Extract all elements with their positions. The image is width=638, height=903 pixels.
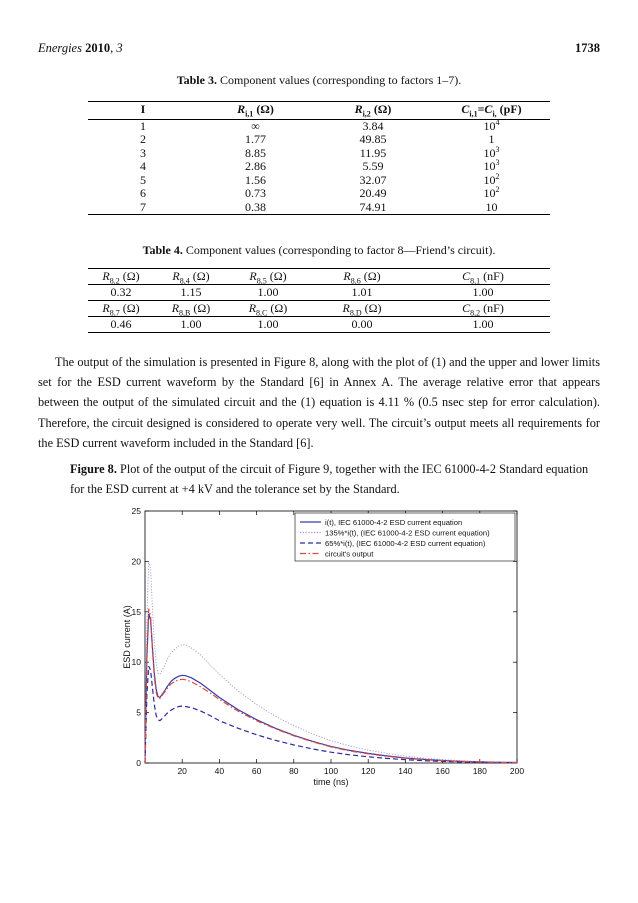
table4-cell: 1.00 — [228, 285, 308, 301]
legend-label-3: circuit's output — [325, 549, 374, 559]
table3-col-header: $R_{i,1}$ (Ω) — [198, 102, 313, 120]
y-tick-label: 5 — [136, 707, 141, 718]
table3-cell: 1 — [488, 132, 495, 146]
x-tick-label: 180 — [472, 766, 487, 776]
x-axis-label: time (ns) — [313, 777, 349, 787]
table4-col-header: $R_{8,5}$ (Ω) — [228, 269, 308, 285]
running-header-journal — [38, 41, 123, 56]
table4-cell: 0.00 — [351, 316, 373, 331]
table4-col-header: $R_{8,2}$ (Ω) — [88, 269, 154, 285]
table4-header-row-2 — [88, 301, 550, 317]
table4-header-row-1 — [88, 269, 550, 285]
table3-caption-text: Component values (corresponding to factors 1–7). — [216, 73, 462, 87]
table3-cell: 1 — [140, 118, 146, 133]
table4-cell: 1.00 — [257, 316, 279, 331]
table3-col-header: $R_{i,2}$ (Ω) — [313, 102, 433, 120]
table3-cell: 1.77 — [245, 132, 266, 146]
table3-cell: 2 — [140, 132, 146, 146]
y-tick-label: 15 — [131, 606, 141, 617]
x-tick-label: 40 — [214, 766, 225, 776]
table4-col-header: $R_{8,7}$ (Ω) — [88, 301, 154, 317]
table4-label: Table 4. — [142, 243, 183, 257]
table3-cell: $10^2$ — [483, 171, 500, 187]
table4-row-1 — [88, 285, 550, 301]
table3-cell: 3.84 — [362, 118, 384, 133]
legend-label-0: i(t), IEC 61000-4-2 ESD current equation — [325, 518, 463, 527]
table3-cell: ∞ — [251, 118, 260, 133]
table4-cell: 1.00 — [180, 316, 202, 331]
table3-cell: 8.85 — [245, 145, 266, 160]
table4-col-header: $R_{8,4}$ (Ω) — [154, 269, 228, 285]
table4-col-header: $R_{8,C}$ (Ω) — [228, 301, 308, 317]
table4-col-header: $C_{8,2}$ (nF) — [416, 301, 550, 317]
x-tick-label: 200 — [509, 766, 525, 776]
y-axis-label: ESD current (A) — [122, 605, 132, 669]
table3-cell: 4 — [140, 159, 146, 173]
y-tick-label: 10 — [131, 657, 141, 668]
figure8-caption — [70, 459, 590, 499]
table3-cell: 11.95 — [359, 145, 387, 160]
x-tick-label: 120 — [361, 766, 376, 776]
table3-row — [88, 174, 550, 188]
legend-label-2: 65%*i(t), (IEC 61000-4-2 ESD current equation) — [325, 539, 486, 548]
table4-row-2 — [88, 317, 550, 333]
table4-cell: 1.15 — [154, 285, 228, 301]
figure8-chart — [100, 500, 540, 792]
table4-cell: 1.01 — [308, 285, 416, 301]
table3-row — [88, 119, 550, 133]
table3-cell: 0.73 — [245, 186, 266, 200]
journal-year: 2010 — [85, 41, 111, 55]
x-tick-label: 20 — [177, 766, 187, 776]
table4-cell: 1.00 — [416, 285, 550, 301]
table3-cell: 2.86 — [245, 159, 266, 173]
table3-row — [88, 147, 550, 161]
table3-header-row — [88, 102, 550, 120]
x-tick-label: 80 — [289, 766, 299, 776]
table3-cell: $10^2$ — [483, 185, 500, 200]
table4-col-header: $R_{8,6}$ (Ω) — [308, 269, 416, 285]
table3-cell: 1.56 — [245, 172, 266, 187]
table3-row — [88, 201, 550, 215]
y-tick-label: 0 — [136, 758, 141, 768]
table3-row — [88, 160, 550, 174]
table3-cell: 5.59 — [362, 159, 384, 173]
y-tick-label: 20 — [131, 556, 141, 567]
table3-cell: $10^4$ — [483, 117, 500, 133]
body-paragraph-text: The output of the simulation is presented in Figure 8, along with the plot of (1) and the upper and lower limits set for the ESD current waveform by the Standard [6] in Annex A. The average relative error that appears between the output of the simulated circuit and the (1) equation is 4.11 % (0.5 nsec step for error calculation). Therefore, the circuit designed is considered to operate very well. The circuit’s output meets all requirements for the ESD current waveform included in the Standard [6]. — [38, 355, 600, 450]
table3-cell: $10^3$ — [483, 144, 500, 160]
table4-col-header: $R_{8,D}$ (Ω) — [308, 301, 416, 317]
table4-caption-text: Component values (corresponding to factor 8—Friend’s circuit). — [182, 243, 496, 257]
figure8-caption-text: Plot of the output of the circuit of Figure 9, together with the IEC 61000-4-2 Standard equation for the ESD current at +4 kV and the tolerance set by the Standard. — [70, 462, 589, 496]
table3-cell: 49.85 — [359, 132, 387, 146]
table3-col-header: I — [88, 102, 198, 120]
table3-row — [88, 187, 550, 201]
x-tick-label: 160 — [435, 766, 450, 776]
page-number: 1738 — [575, 41, 600, 55]
figure8-label: Figure 8. — [70, 462, 117, 476]
table3-cell: 74.91 — [359, 199, 387, 214]
x-tick-label: 60 — [251, 766, 262, 776]
table4-col-header: $C_{8,1}$ (nF) — [416, 269, 550, 285]
body-paragraph — [38, 352, 600, 453]
table3-cell: 10 — [485, 199, 498, 214]
table4-cell: 0.46 — [110, 316, 132, 331]
table4-caption — [0, 243, 638, 258]
table3-caption — [0, 73, 638, 88]
table3-row — [88, 133, 550, 147]
journal-volume: , 3 — [110, 41, 123, 55]
journal-name: Energies — [38, 41, 82, 55]
y-tick-label: 25 — [131, 506, 141, 516]
table4-cell: 0.32 — [88, 285, 154, 301]
table3-cell: 32.07 — [359, 172, 387, 187]
table4-col-header: $R_{8,B}$ (Ω) — [154, 301, 228, 317]
table3 — [88, 101, 550, 215]
table4-cell: 1.00 — [472, 316, 494, 331]
table3-cell: 0.38 — [245, 199, 266, 214]
table3-cell: 7 — [140, 199, 146, 214]
table3-cell: 20.49 — [359, 186, 387, 200]
legend-label-1: 135%*i(t), (IEC 61000-4-2 ESD current equation) — [325, 528, 490, 538]
table3-label: Table 3. — [176, 73, 217, 87]
table3-cell: 3 — [140, 145, 146, 160]
table3-cell: 5 — [140, 172, 146, 187]
table3-cell: $10^3$ — [483, 158, 500, 173]
table3-col-header: $C_{i,1}=C_{i,}$ (pF) — [433, 102, 550, 120]
x-tick-label: 140 — [398, 766, 413, 776]
table4 — [88, 268, 550, 333]
x-tick-label: 100 — [323, 766, 339, 776]
table3-cell: 6 — [140, 186, 146, 200]
